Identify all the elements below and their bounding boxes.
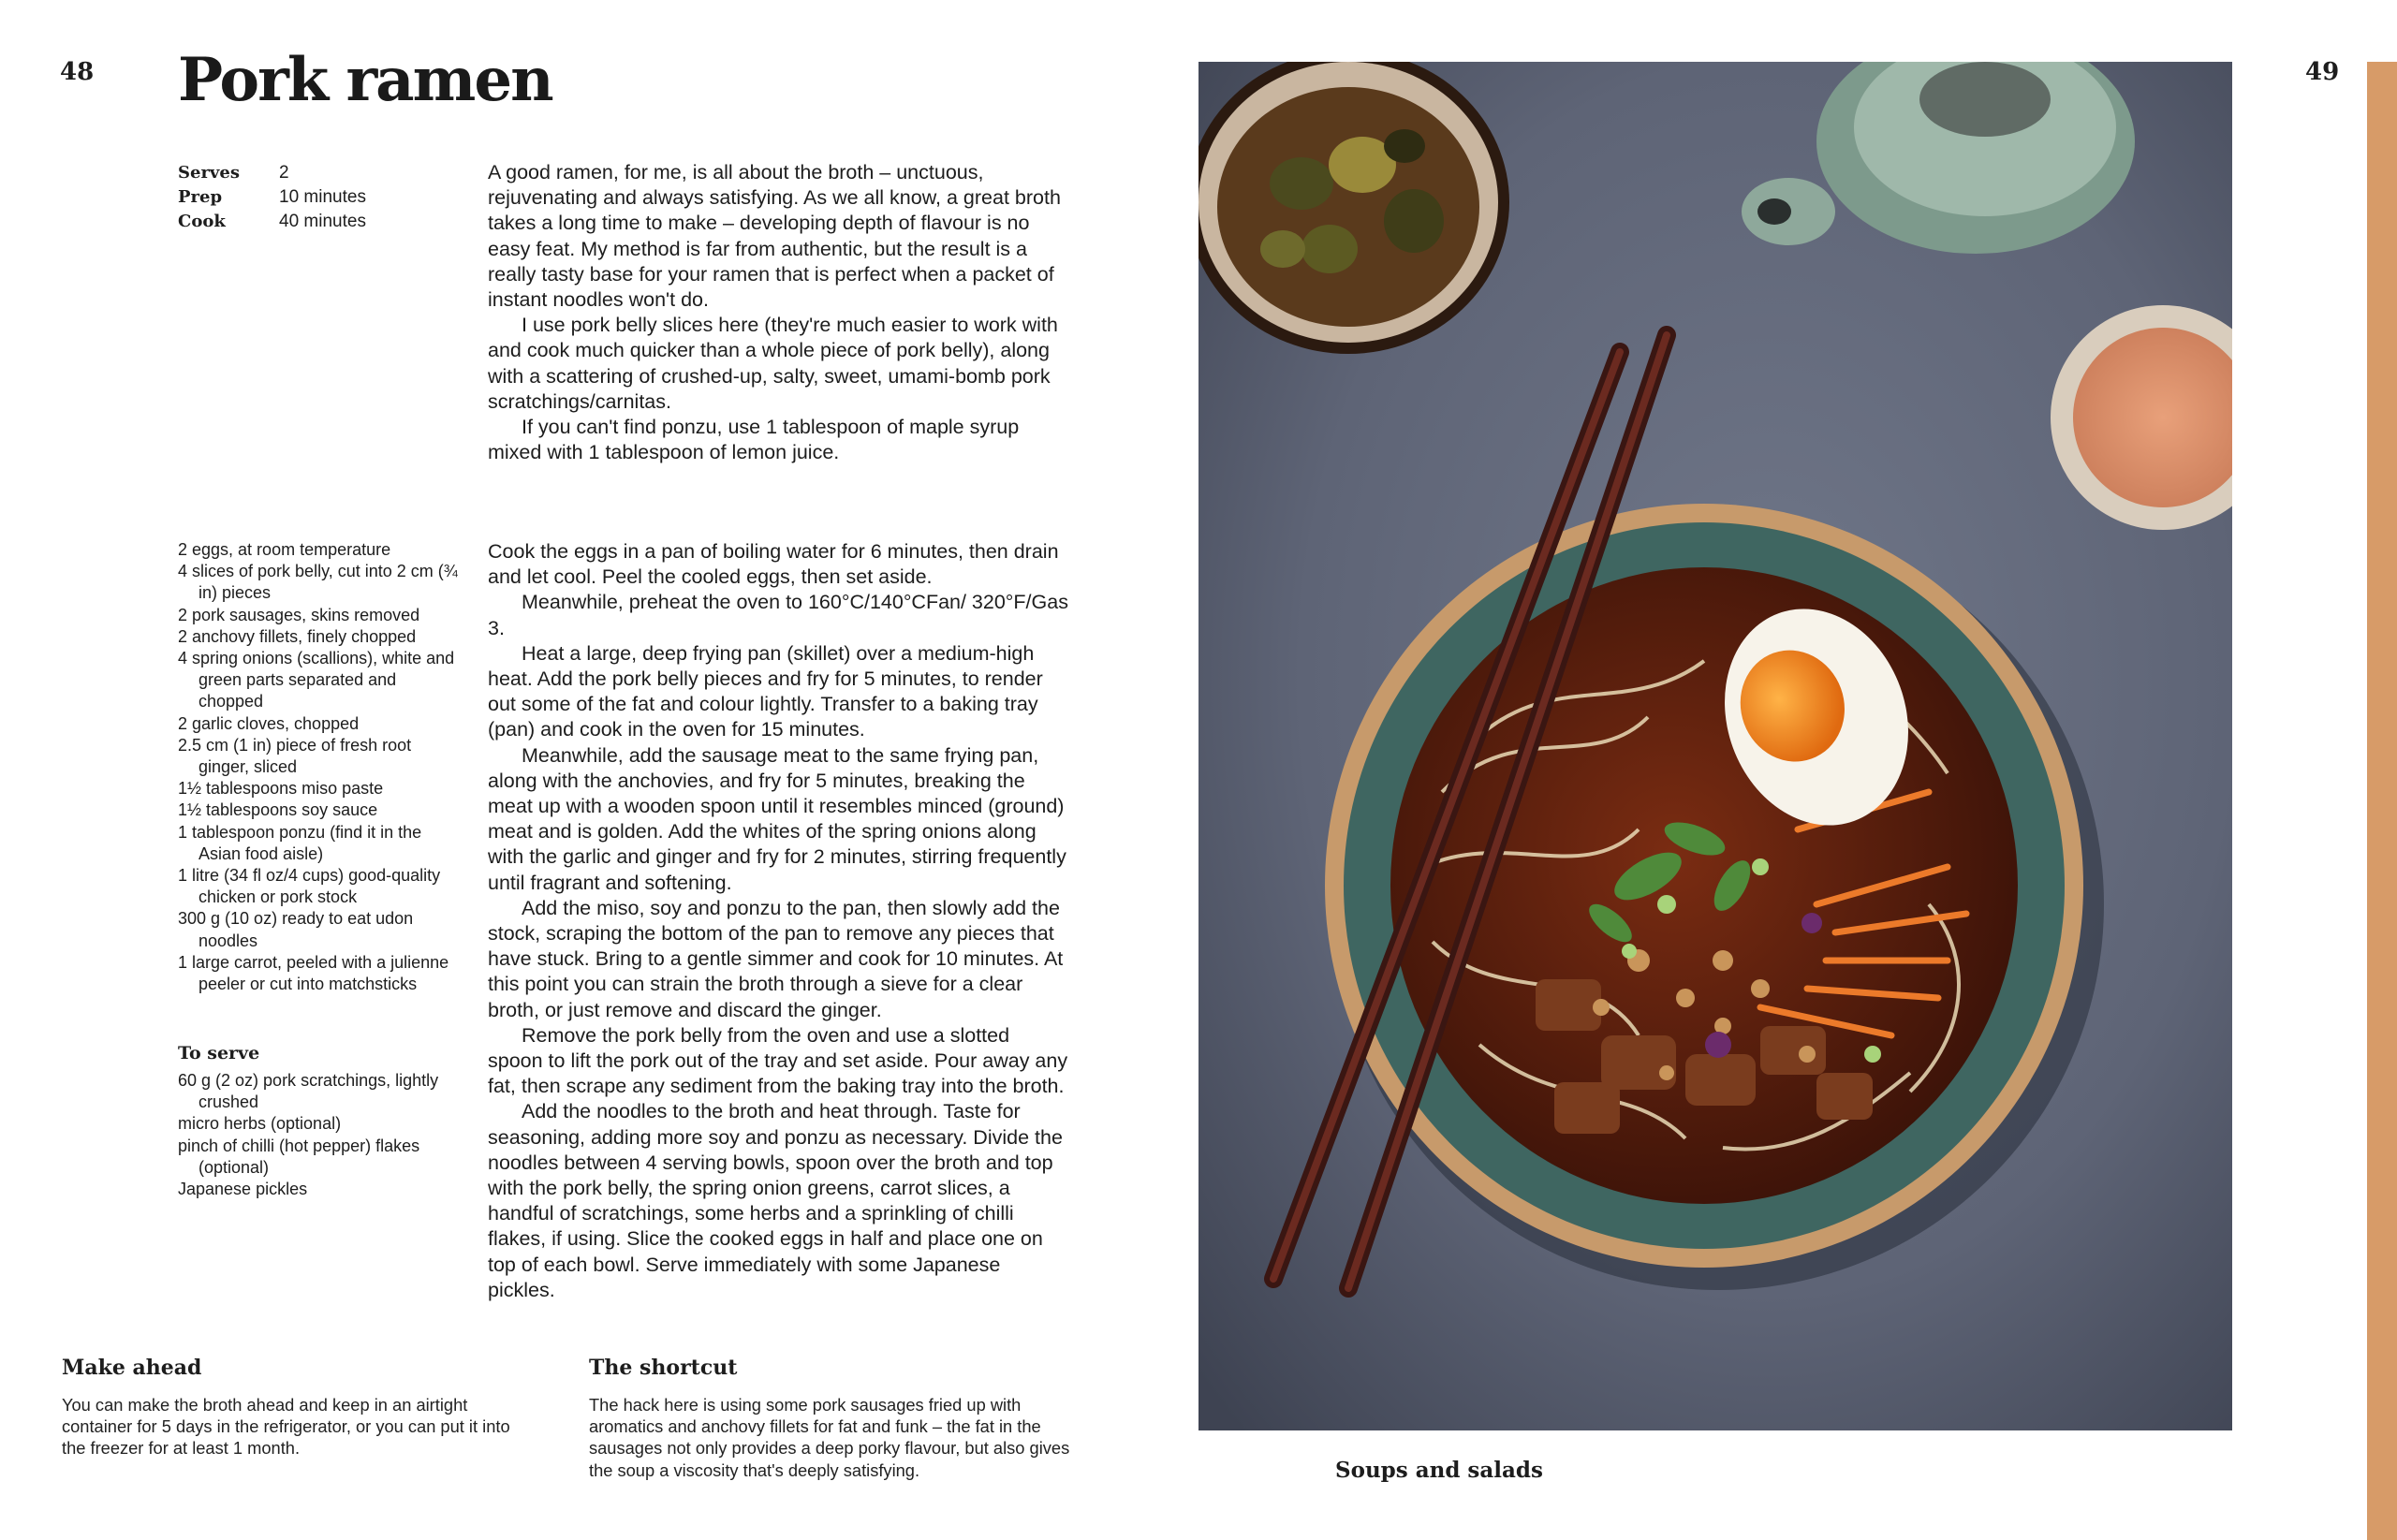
intro-paragraph: If you can't find ponzu, use 1 tablespoon of maple syrup mixed with 1 tablespoon of lemon juice. [488, 416, 1020, 464]
meta-serves [178, 161, 366, 185]
ingredient-item: 1½ tablespoons soy sauce [178, 800, 378, 820]
page-number-right: 49 [2305, 58, 2340, 86]
shortcut-text: The hack here is using some pork sausages fried up with aromatics and anchovy fillets for fat and funk – the fat in the sausages not only provides a deep porky flavour, but also gives the soup a viscosity that's deeply satisfying. [589, 1395, 1070, 1480]
ingredient-item: 4 slices of pork belly, cut into 2 cm (¾ in) pieces [178, 562, 458, 603]
to-serve-list [178, 1070, 459, 1200]
ingredient-item: 1 litre (34 fl oz/4 cups) good-quality chicken or pork stock [178, 866, 441, 907]
serve-item: Japanese pickles [178, 1180, 308, 1199]
meta-value: 2 [279, 163, 289, 183]
method-step: Remove the pork belly from the oven and use a slotted spoon to lift the pork out of the tray and set aside. Pour away any fat, then scrape any sediment from the baking tray into the broth. [488, 1023, 1068, 1098]
ingredients-list [178, 539, 459, 995]
chapter-edge-tab [2367, 62, 2397, 1540]
serve-item: pinch of chilli (hot pepper) flakes (optional) [178, 1136, 420, 1177]
make-ahead-heading: Make ahead [62, 1356, 202, 1380]
intro-paragraph: A good ramen, for me, is all about the broth – unctuous, rejuvenating and always satisfying. As we all know, a great broth takes a long time to make – developing depth of flavour is no easy feat. My method is far from authentic, but the result is a really tasty base for your ramen that is perfect when a packet of instant noodles won't do. [488, 161, 1061, 312]
ingredient-item: 2 anchovy fillets, finely chopped [178, 626, 417, 646]
section-caption: Soups and salads [1335, 1458, 1543, 1483]
to-serve-heading: To serve [178, 1043, 260, 1063]
meta-label: Serves [178, 163, 240, 183]
ingredient-item: 300 g (10 oz) ready to eat udon noodles [178, 909, 414, 950]
intro-text [488, 160, 1068, 465]
recipe-title: Pork ramen [178, 45, 552, 115]
ingredient-item: 4 spring onions (scallions), white and green parts separated and chopped [178, 649, 455, 711]
method-step: Add the noodles to the broth and heat through. Taste for seasoning, adding more soy and ponzu as necessary. Divide the noodles between 4 serving bowls, spoon over the broth and top with the pork belly, the spring onion greens, carrot slices, a handful of scratchings, some herbs and a sprinkling of chilli flakes, if using. Slice the cooked eggs in half and place one on top of each bowl. Serve immediately with some Japanese pickles. [488, 1100, 1063, 1301]
serve-item: 60 g (2 oz) pork scratchings, lightly crushed [178, 1071, 439, 1112]
meta-value: 10 minutes [279, 187, 366, 207]
serve-item: micro herbs (optional) [178, 1114, 342, 1134]
ingredient-item: 1 tablespoon ponzu (find it in the Asian food aisle) [178, 822, 422, 863]
meta-cook [178, 210, 366, 234]
method-step: Cook the eggs in a pan of boiling water for 6 minutes, then drain and let cool. Peel the cooled eggs, then set aside. [488, 540, 1059, 589]
ingredient-item: 2 garlic cloves, chopped [178, 713, 360, 733]
ingredient-item: 1½ tablespoons miso paste [178, 779, 384, 799]
meta-prep [178, 185, 366, 210]
ramen-photo [1198, 62, 2232, 1430]
method-step: Add the miso, soy and ponzu to the pan, then slowly add the stock, scraping the bottom of the pan to remove any pieces that have stuck. Bring to a gentle simmer and cook for 10 minutes. At this point you can strain the broth through a sieve for a clear broth, or just remove and discard the ginger. [488, 896, 1064, 1021]
ingredient-item: 2 eggs, at room temperature [178, 540, 391, 559]
meta-label: Prep [178, 187, 223, 207]
meta-value: 40 minutes [279, 212, 366, 231]
ingredient-item: 2 pork sausages, skins removed [178, 605, 420, 624]
intro-paragraph: I use pork belly slices here (they're much easier to work with and cook much quicker than a whole piece of pork belly), along with a scattering of crushed-up, salty, sweet, umami-bomb pork scratchings/carnitas. [488, 314, 1058, 413]
make-ahead-text: You can make the broth ahead and keep in an airtight container for 5 days in the refrigerator, or you can put it into the freezer for at least 1 month. [62, 1395, 510, 1459]
recipe-meta [178, 161, 366, 234]
method-step: Heat a large, deep frying pan (skillet) over a medium-high heat. Add the pork belly pieces and fry for 5 minutes, to render out some of the fat and colour lightly. Transfer to a baking tray (pan) and cook in the oven for 15 minutes. [488, 641, 1043, 741]
ramen-photo-illustration [1198, 62, 2232, 1430]
method-step: Meanwhile, add the sausage meat to the same frying pan, along with the anchovies, and fry for 5 minutes, breaking the meat up with a wooden spoon until it resembles minced (ground) meat and is golden. Add the whites of the spring onions along with the garlic and ginger and fry for 2 minutes, stirring frequently until fragrant and softening. [488, 743, 1066, 894]
method-text [488, 539, 1068, 1303]
method-step: Meanwhile, preheat the oven to 160°C/140°CFan/ 320°F/Gas 3. [488, 591, 1068, 639]
ingredient-item: 1 large carrot, peeled with a julienne peeler or cut into matchsticks [178, 952, 449, 994]
meta-label: Cook [178, 212, 226, 231]
shortcut-heading: The shortcut [589, 1356, 738, 1380]
page-number-left: 48 [60, 58, 95, 86]
ingredient-item: 2.5 cm (1 in) piece of fresh root ginger, sliced [178, 735, 412, 777]
